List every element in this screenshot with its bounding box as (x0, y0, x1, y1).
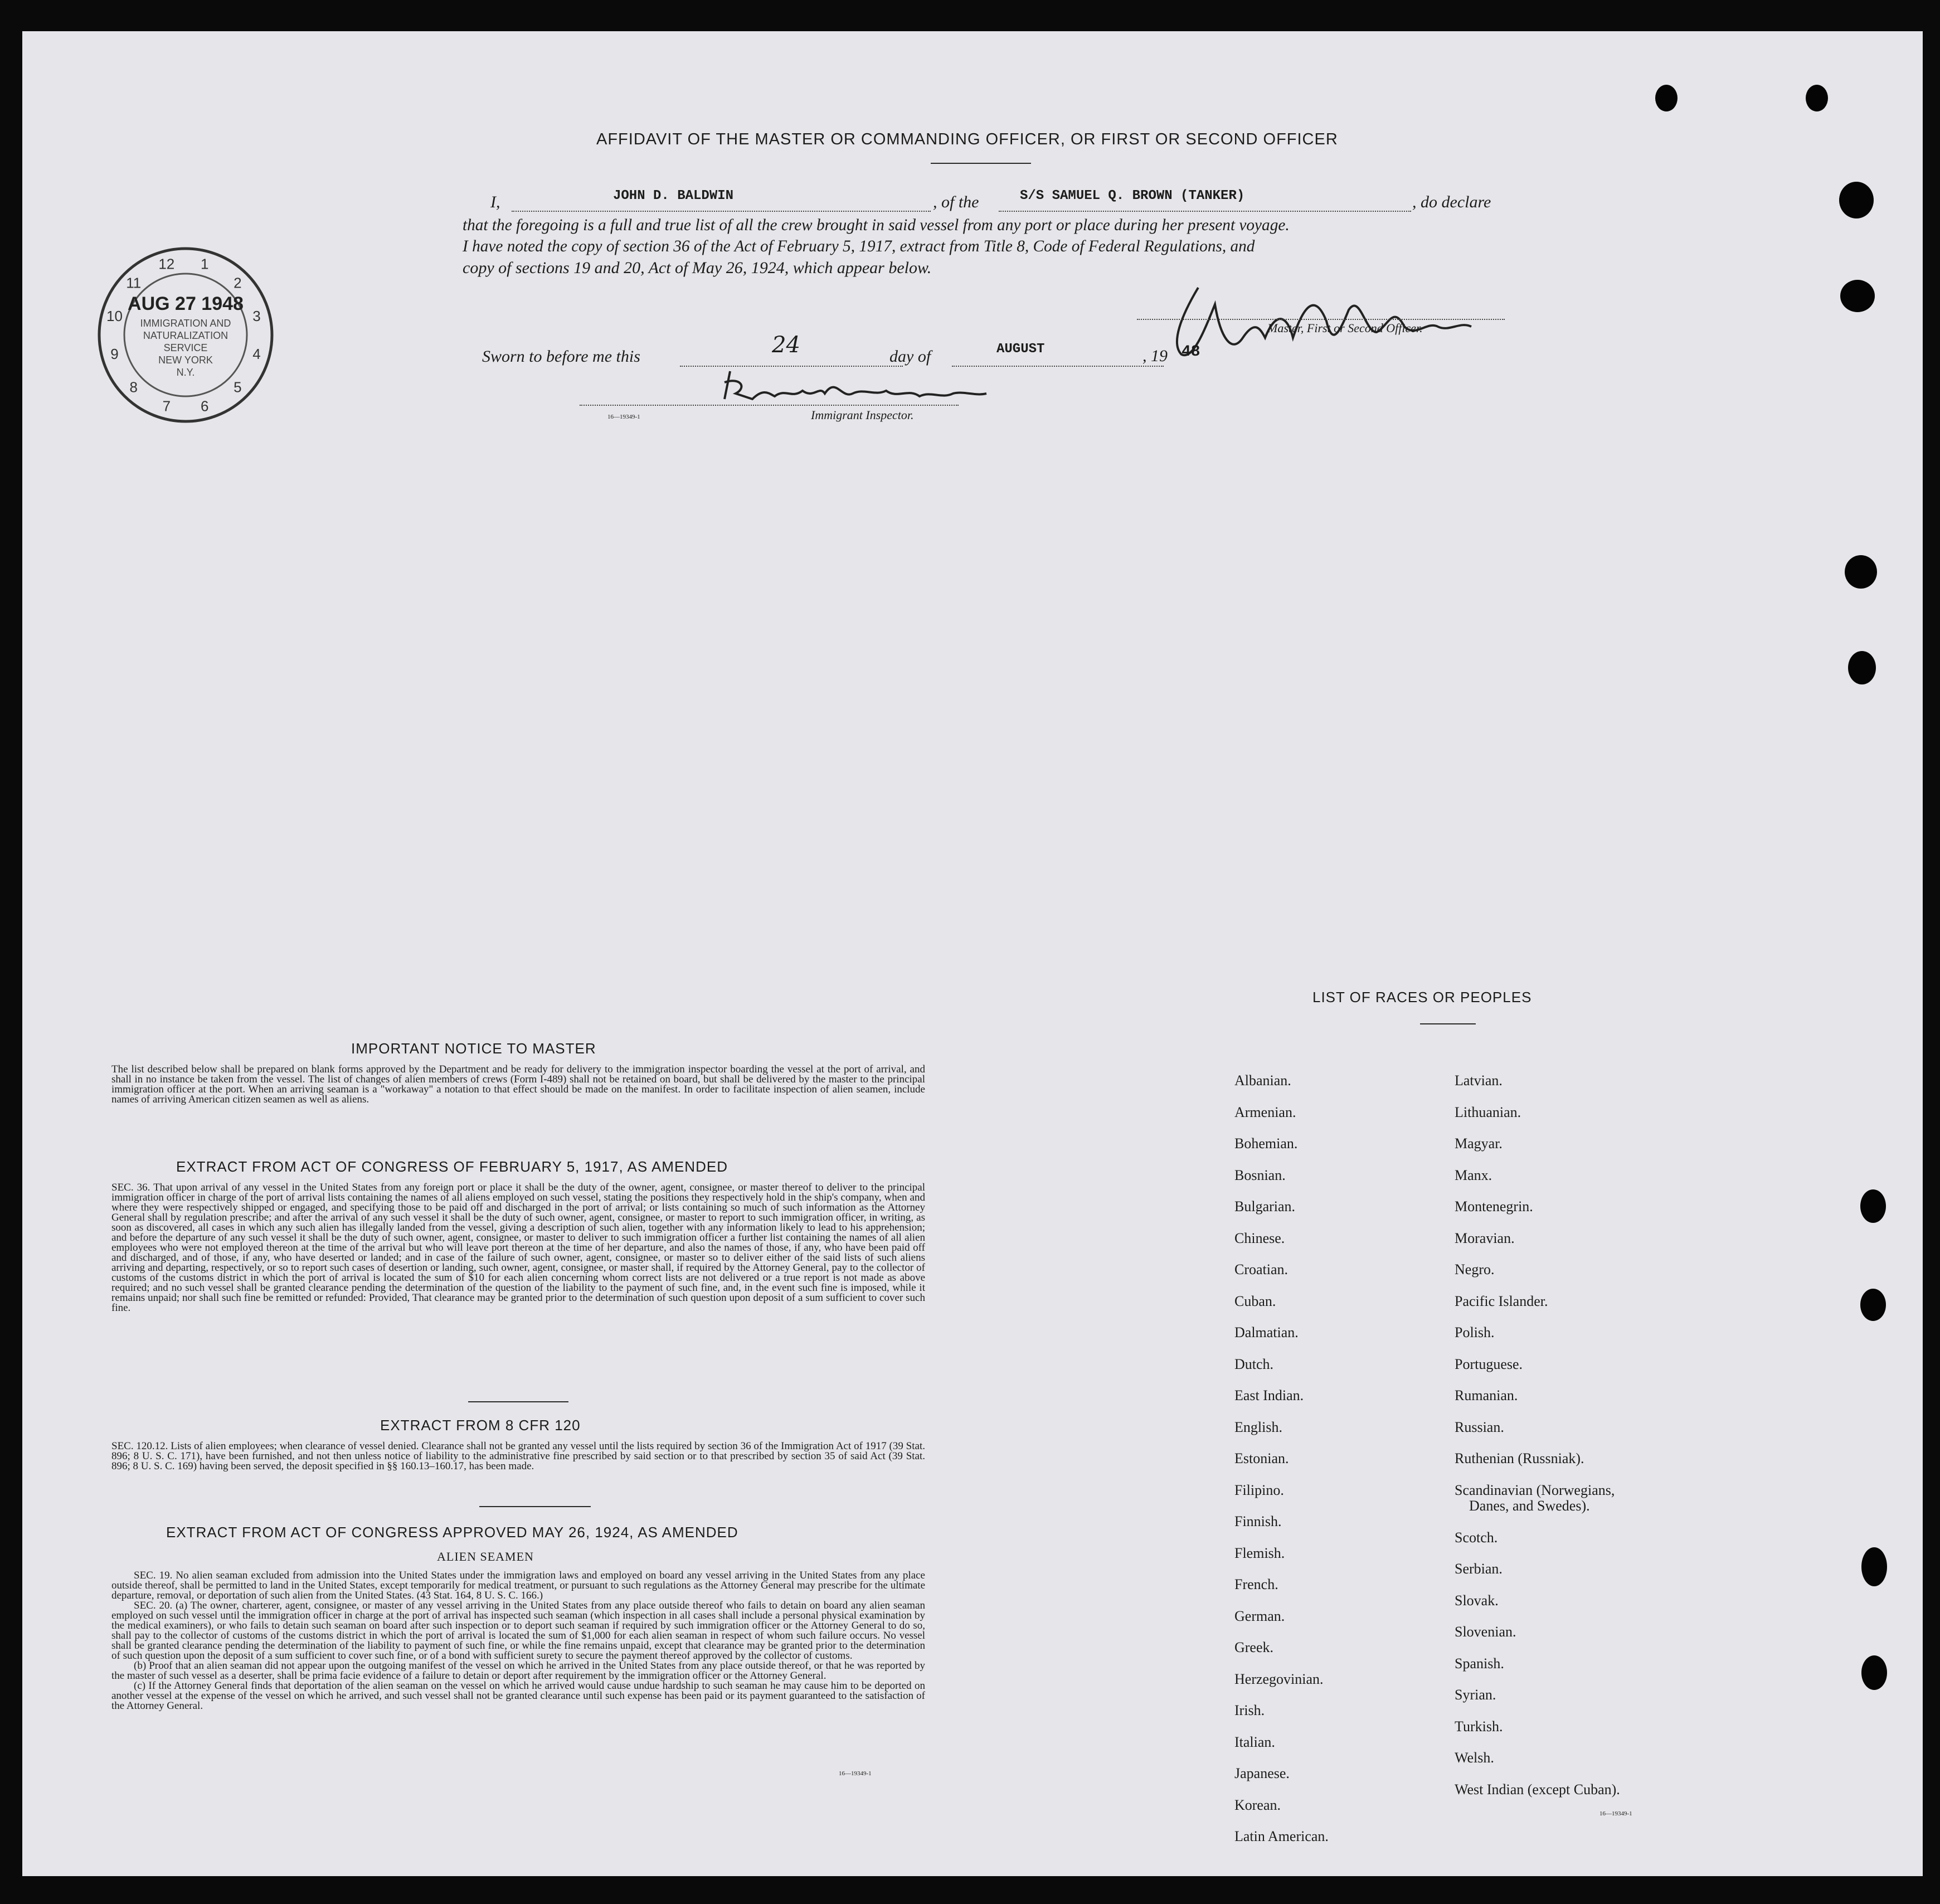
race-entry-left: Filipino. (1234, 1482, 1284, 1498)
inspector-label: Immigrant Inspector. (811, 408, 914, 422)
declaration-i-label: I, (490, 193, 500, 211)
punch-hole (1839, 182, 1874, 218)
race-entry-left: East Indian. (1234, 1387, 1304, 1403)
race-entry-left: Latin American. (1234, 1828, 1329, 1844)
punch-hole (1845, 555, 1877, 589)
race-entry-right: Ruthenian (Russniak). (1455, 1450, 1584, 1466)
race-entry-right: Russian. (1455, 1419, 1504, 1435)
vessel-name-line (999, 211, 1411, 212)
title-divider (931, 163, 1031, 164)
svg-text:NEW YORK: NEW YORK (158, 354, 213, 366)
race-entry-right: Spanish. (1455, 1655, 1504, 1672)
extract-cfr-text: SEC. 120.12. Lists of alien employees; when clearance of vessel denied. Clearance shall not be granted any vessel until the lists required by section 36 of the Immigration Act of 1917 (39 Stat. 896; 8 U. S. C. 171), have been furnished, and not then unless notice of liability to the administrative fine prescribed by said section or to that prescribed by section 35 of said Act (39 Stat. 896; 8 U. S. C. 169) having been served, the deposit specified in §§ 160.13–160.17, has been made. (111, 1440, 925, 1472)
extract-1917-text: SEC. 36. That upon arrival of any vessel in the United States from any foreign port or place it shall be the duty of the owner, agent, consignee, or master thereof to deliver to the principal immigration officer in charge of the port of arrival lists containing the names of all aliens employed on such vessel, stating the positions they respectively hold in the ship's company, when and where they were respectively shipped or engaged, and specifying those to be paid off and discharged in the port of arrival; or lists containing so much of such information as the Attorney General shall by regulation prescribe; and after the arrival of any such vessel it shall be the duty of such owner, agent, consignee, or master to report to such immigration officer, in writing, as soon as discovered, all cases in which any such alien has illegally landed from the vessel, giving a description of such alien, together with any information likely to lead to his apprehension; and before the departure of any such vessel it shall be the duty of such owner, agent, consignee, or master to deliver to such immigration officer a further list containing the names of all alien employees who were not employed thereon at the time of the arrival but who will leave port thereon at the time of her departure, and also the names of those, if any, who have been paid off and discharged, and of those, if any, who have deserted or landed; and in case of the failure of such owner, agent, consignee, or master so to deliver either of the said lists of such aliens arriving and departing, respectively, or so to report such cases of desertion or landing, such owner, agent, consignee, or master shall, if required by the Attorney General, pay to the collector of customs of the customs district in which the port of arrival is located the sum of $10 for each alien concerning whom correct lists are not delivered or a true report is not made as above required; and no such vessel shall be granted clearance pending the determination of the question of the liability to the payment of such fine, and, in the event such fine is imposed, while it remains unpaid; nor shall such fine be remitted or refunded: Provided, That clearance may be granted prior to the determination of such question upon deposit of a sum sufficient to cover such fine. (111, 1182, 925, 1314)
sec-20b-paragraph: (b) Proof that an alien seaman did not appear upon the outgoing manifest of the vessel on which he arrived in the United States from any place outside thereof, or that he was reported by the master of such vessel as a deserter, shall be prima facie evidence of a failure to detain or deport after requirement by the immigration officer or the Attorney General. (111, 1660, 925, 1682)
day-of-label: day of (889, 347, 931, 366)
races-heading: LIST OF RACES OR PEOPLES (1312, 989, 1532, 1006)
race-entry-right: Negro. (1455, 1261, 1495, 1278)
race-entry-right: Serbian. (1455, 1561, 1503, 1577)
vessel-name-value: S/S SAMUEL Q. BROWN (TANKER) (1020, 188, 1245, 203)
race-entry-right: Scandinavian (Norwegians, (1455, 1482, 1615, 1498)
races-divider (1420, 1023, 1476, 1024)
stamp-ring-number: 8 (129, 378, 138, 396)
race-entry-left: Korean. (1234, 1796, 1281, 1813)
race-entry-right: Scotch. (1455, 1529, 1498, 1546)
master-name-line (512, 211, 931, 212)
svg-text:NATURALIZATION: NATURALIZATION (143, 330, 228, 341)
race-entry-right: Turkish. (1455, 1718, 1503, 1735)
svg-text:AUG 27 1948: AUG 27 1948 (128, 293, 244, 314)
affidavit-title: AFFIDAVIT OF THE MASTER OR COMMANDING OFFICER, OR FIRST OR SECOND OFFICER (596, 130, 1338, 148)
race-entry-right: Danes, and Swedes). (1469, 1498, 1590, 1514)
stamp-ring-number: 5 (234, 378, 242, 396)
race-entry-right: Lithuanian. (1455, 1104, 1521, 1120)
notice-text: The list described below shall be prepared on blank forms approved by the Department and be ready for delivery to the immigration inspector boarding the vessel at the port of arrival, and shall in no instance be taken from the vessel. The list of changes of alien members of crews (Form I-489) shall not be retained on board, but shall be delivered by the master to the principal immigration officer at the port. When an arriving seaman is a "workaway" a notation to that effect should be made on the manifest. In order to facilitate inspection of alien seamen, include names of arriving American citizen seamen as well as aliens. (111, 1063, 925, 1105)
date-stamp (94, 243, 278, 427)
extract-1924-heading: EXTRACT FROM ACT OF CONGRESS APPROVED MAY 26, 1924, AS AMENDED (166, 1524, 738, 1541)
race-entry-left: Croatian. (1234, 1261, 1289, 1278)
stamp-ring-number: 7 (162, 397, 171, 415)
race-entry-left: Albanian. (1234, 1072, 1291, 1089)
divider-cfr (479, 1506, 591, 1507)
master-name-value: JOHN D. BALDWIN (613, 188, 734, 203)
sec-19-paragraph: SEC. 19. No alien seaman excluded from admission into the United States under the immigration laws and employed on board any vessel arriving in the United States from any place outside thereof, shall be permitted to land in the United States, except temporarily for medical treatment, or pursuant to such regulations as the Attorney General may prescribe for the ultimate departure, removal, or deportation of such alien from the United States. (43 Stat. 164, 8 U. S. C. 166.) (111, 1570, 925, 1601)
race-entry-right: Rumanian. (1455, 1387, 1518, 1403)
race-entry-right: West Indian (except Cuban). (1455, 1781, 1620, 1798)
master-signature (1159, 271, 1516, 366)
race-entry-left: Greek. (1234, 1639, 1274, 1655)
punch-hole (1860, 1289, 1886, 1321)
race-entry-left: German. (1234, 1607, 1285, 1624)
stamp-ring-number: 1 (200, 255, 209, 273)
race-entry-left: Italian. (1234, 1733, 1275, 1750)
declaration-line-3: copy of sections 19 and 20, Act of May 26, 1924, which appear below. (463, 259, 932, 277)
race-entry-left: Bohemian. (1234, 1135, 1298, 1152)
document-page (22, 31, 1923, 1876)
race-entry-right: Slovenian. (1455, 1624, 1516, 1640)
svg-text:N.Y.: N.Y. (176, 367, 195, 378)
stamp-ring-number: 11 (126, 274, 142, 292)
race-entry-left: Bulgarian. (1234, 1198, 1296, 1215)
race-entry-left: Herzegovinian. (1234, 1670, 1324, 1687)
stamp-ring-number: 3 (252, 307, 261, 324)
sworn-label: Sworn to before me this (482, 347, 640, 366)
punch-hole (1806, 85, 1828, 111)
stamp-ring-number: 2 (234, 274, 242, 292)
race-entry-left: Dalmatian. (1234, 1324, 1299, 1340)
stamp-ring-number: 12 (158, 255, 175, 273)
race-entry-right: Magyar. (1455, 1135, 1503, 1152)
sec-20a-paragraph: SEC. 20. (a) The owner, charterer, agent, consignee, or master of any vessel arriving in the United States from any place outside thereof who fails to detain on board any alien seaman employed on such vessel until the immigration officer in charge at the port of arrival has inspected such seaman (which inspection in all cases shall include a personal physical examination by the medical examiners), or who fails to detain such seaman on board after such inspection or to deport such seaman if required by such immigration officer or the Attorney General to do so, shall pay to the collector of customs of the customs district in which the port of arrival is located the sum of $1,000 for each alien seaman in respect of whom such failure occurs. No vessel shall be granted clearance pending the determination of the liability to payment of such fine, or while the fine remains unpaid, except that clearance may be granted prior to the determination of such question upon the deposit of a sum sufficient to cover such fine, or of a bond with sufficient surety to secure the payment thereof approved by the collector of customs. (111, 1600, 925, 1662)
notice-heading: IMPORTANT NOTICE TO MASTER (351, 1040, 596, 1057)
alien-seamen-subheading: ALIEN SEAMEN (437, 1550, 534, 1563)
master-signature-line (1137, 319, 1505, 320)
race-entry-left: Chinese. (1234, 1230, 1285, 1246)
race-entry-left: Armenian. (1234, 1104, 1296, 1120)
race-entry-right: Moravian. (1455, 1230, 1515, 1246)
sec-20c-paragraph: (c) If the Attorney General finds that deportation of the alien seaman on the vessel on which he arrived would cause undue hardship to such seaman he may cause him to be deported on another vessel at the expense of the vessel on which he arrived, and such vessel shall not be granted clearance until such expense has been paid or its payment guaranteed to the satisfaction of the Attorney General. (111, 1680, 925, 1712)
race-entry-right: Manx. (1455, 1167, 1492, 1183)
master-signature-label: Master, First or Second Officer. (1267, 321, 1423, 335)
punch-hole (1655, 85, 1678, 111)
declaration-line-2: I have noted the copy of section 36 of the Act of February 5, 1917, extract from Title 8, Code of Federal Regulations, and (463, 237, 1255, 255)
race-entry-left: English. (1234, 1419, 1282, 1435)
extract-form-number: 16—19349-1 (839, 1770, 872, 1777)
stamp-ring-number: 4 (252, 346, 261, 363)
stamp-ring-number: 10 (106, 307, 123, 324)
affidavit-form-number: 16—19349-1 (607, 414, 640, 420)
race-entry-right: Slovak. (1455, 1592, 1499, 1609)
race-entry-left: Japanese. (1234, 1765, 1290, 1781)
race-entry-left: Flemish. (1234, 1544, 1285, 1561)
race-entry-left: Finnish. (1234, 1513, 1282, 1529)
declaration-of-the-label: , of the (933, 193, 979, 211)
race-entry-right: Syrian. (1455, 1687, 1496, 1703)
race-entry-right: Montenegrin. (1455, 1198, 1533, 1215)
svg-text:SERVICE: SERVICE (163, 342, 208, 353)
race-entry-left: Estonian. (1234, 1450, 1289, 1466)
races-form-number: 16—19349-1 (1599, 1810, 1632, 1817)
svg-text:IMMIGRATION AND: IMMIGRATION AND (140, 318, 231, 329)
sworn-day-value: 24 (772, 332, 800, 358)
year-prefix: , 19 (1142, 347, 1168, 365)
sworn-month-value: AUGUST (996, 342, 1045, 357)
race-entry-left: Dutch. (1234, 1356, 1274, 1372)
year-suffix: 48 (1181, 343, 1200, 361)
punch-hole (1860, 1189, 1886, 1223)
race-entry-right: Welsh. (1455, 1750, 1494, 1766)
punch-hole (1861, 1655, 1887, 1690)
stamp-ring-number: 6 (200, 397, 209, 415)
race-entry-left: French. (1234, 1576, 1278, 1592)
extract-1924-body (111, 1571, 925, 1711)
extract-1917-heading: EXTRACT FROM ACT OF CONGRESS OF FEBRUARY 5, 1917, AS AMENDED (176, 1158, 728, 1175)
race-entry-left: Irish. (1234, 1702, 1265, 1718)
stamp-ring-number: 9 (110, 346, 119, 363)
inspector-signature (708, 366, 998, 410)
extract-cfr-heading: EXTRACT FROM 8 CFR 120 (380, 1417, 581, 1434)
race-entry-right: Polish. (1455, 1324, 1495, 1340)
race-entry-right: Portuguese. (1455, 1356, 1523, 1372)
race-entry-left: Cuban. (1234, 1293, 1276, 1309)
punch-hole (1840, 280, 1875, 312)
punch-hole (1861, 1547, 1887, 1586)
divider-1917 (468, 1401, 568, 1402)
race-entry-left: Bosnian. (1234, 1167, 1286, 1183)
race-entry-right: Latvian. (1455, 1072, 1503, 1089)
punch-hole (1848, 651, 1876, 684)
declaration-line-1: that the foregoing is a full and true list of all the crew brought in said vessel from any port or place during her present voyage. (463, 216, 1290, 234)
race-entry-right: Pacific Islander. (1455, 1293, 1548, 1309)
declaration-do-declare-label: , do declare (1412, 193, 1491, 211)
inspector-signature-line (580, 405, 959, 406)
